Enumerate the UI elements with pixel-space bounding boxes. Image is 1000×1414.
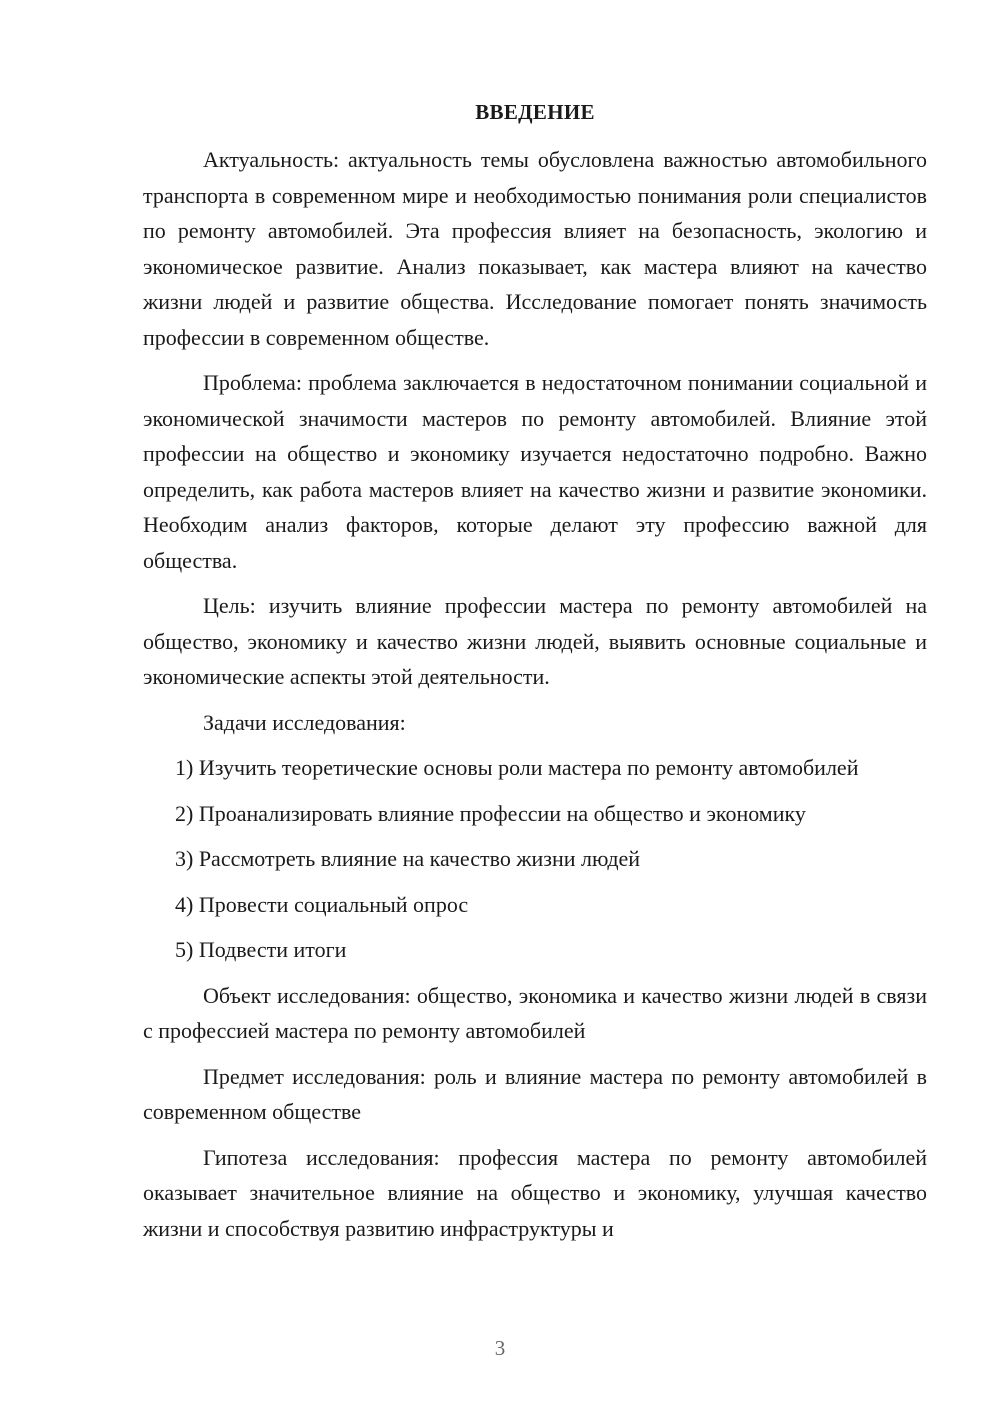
paragraph-goal: Цель: изучить влияние профессии мастера по ремонту автомобилей на общество, экономику и качество жизни людей, выявить основные социальные и экономические аспекты этой деятельности.: [143, 593, 927, 689]
paragraph-object: Объект исследования: общество, экономика и качество жизни людей в связи с профессией мастера по ремонту автомобилей: [143, 982, 927, 1043]
page-title: ВВЕДЕНИЕ: [475, 100, 595, 124]
task-item-3: 3) Рассмотреть влияние на качество жизни людей: [175, 846, 641, 871]
page-number: 3: [494, 1336, 506, 1360]
tasks-heading: Задачи исследования:: [203, 709, 406, 735]
task-item-1: 1) Изучить теоретические основы роли мастера по ремонту автомобилей: [175, 755, 859, 780]
task-item-5: 5) Подвести итоги: [175, 937, 347, 962]
task-item-4: 4) Провести социальный опрос: [175, 891, 469, 917]
document-page: [143, 95, 927, 1256]
paragraph-hypothesis: Гипотеза исследования: профессия мастера по ремонту автомобилей оказывает значительное влияние на общество и экономику, улучшая качество жизни и способствуя развитию инфраструктуры и: [143, 1144, 927, 1241]
paragraph-problem: Проблема: проблема заключается в недостаточном понимании социальной и экономической значимости мастеров по ремонту автомобилей. Влияние этой профессии на общество и экономику изучается недостаточно подробно. Важно определить, как работа мастеров влияет на качество жизни и развитие экономики. Необходим анализ факторов, которые делают эту профессию важной для общества.: [143, 370, 927, 573]
paragraph-subject: Предмет исследования: роль и влияние мастера по ремонту автомобилей в современном обществе: [143, 1063, 927, 1124]
paragraph-relevance: Актуальность: актуальность темы обусловлена важностью автомобильного транспорта в современном мире и необходимостью понимания роли специалистов по ремонту автомобилей. Эта профессия влияет на безопасность, экологию и экономическое развитие. Анализ показывает, как мастера влияют на качество жизни людей и развитие общества. Исследование помогает понять значимость профессии в современном обществе.: [143, 147, 927, 350]
task-item-2: 2) Проанализировать влияние профессии на общество и экономику: [175, 800, 806, 826]
